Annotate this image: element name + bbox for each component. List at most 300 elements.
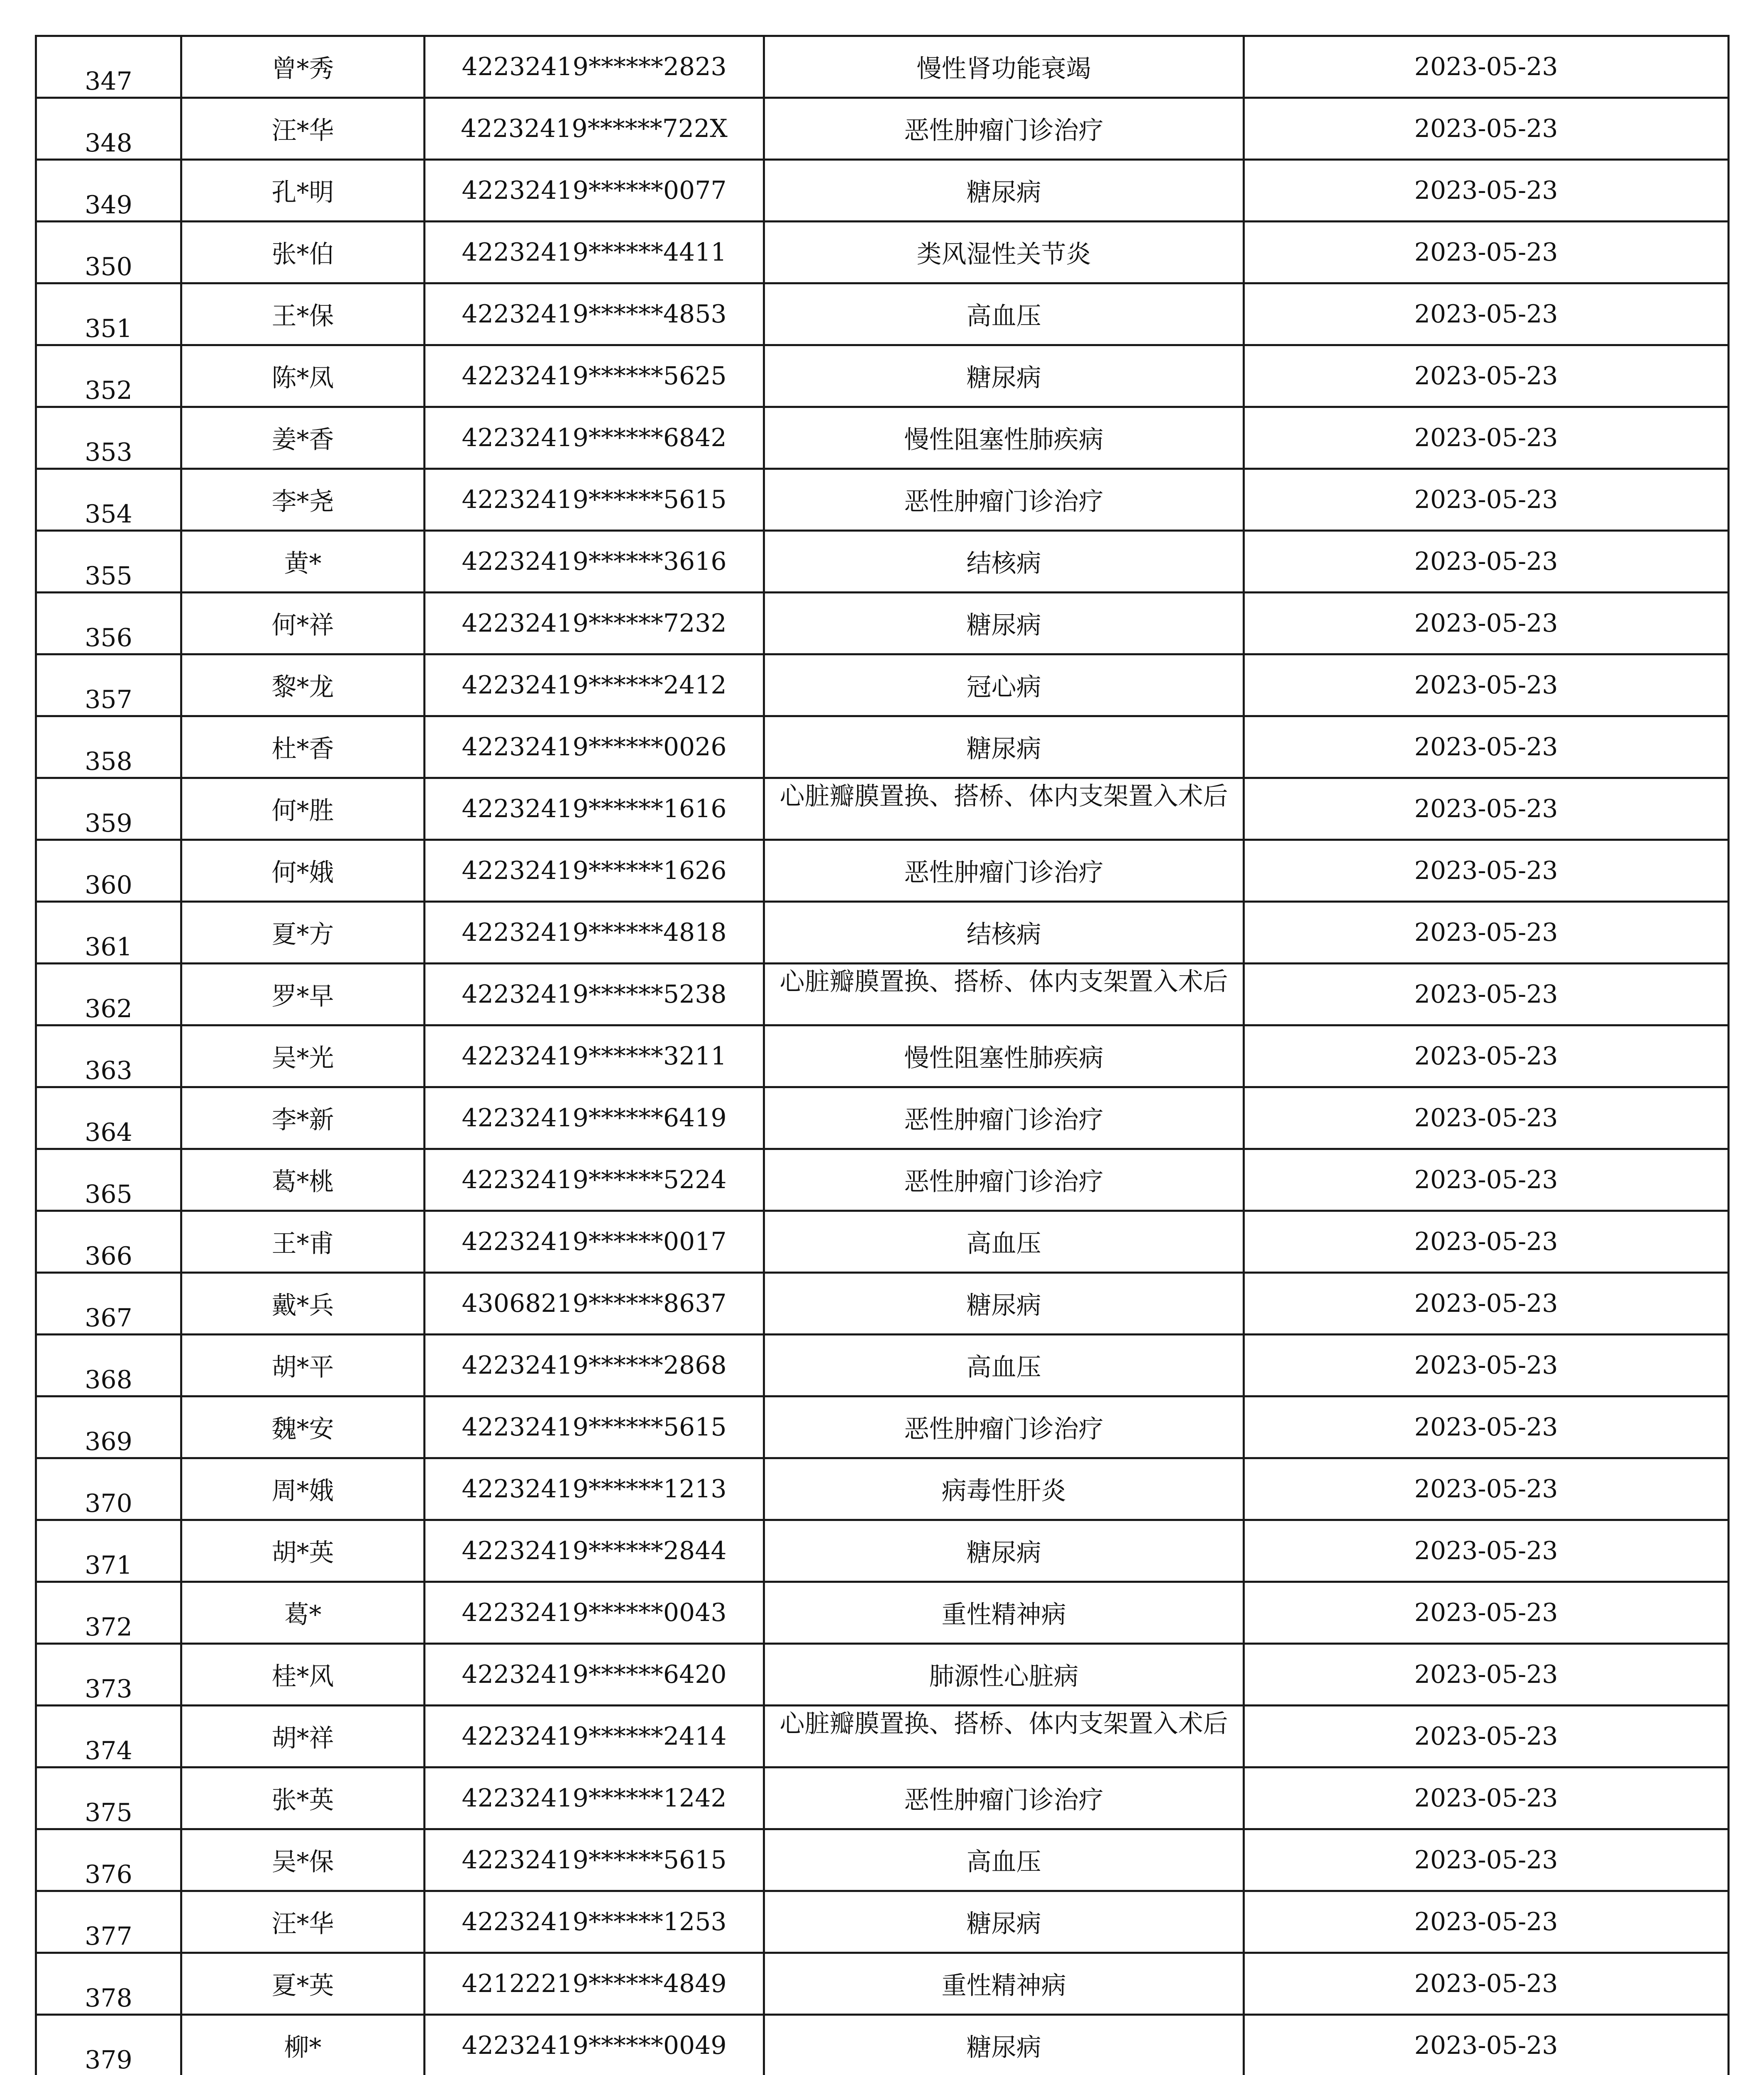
name-cell bbox=[181, 1149, 425, 1211]
name-text: 李*尧 bbox=[271, 487, 334, 516]
disease-text: 糖尿病 bbox=[966, 1538, 1041, 1567]
table-row bbox=[36, 469, 1729, 531]
disease-text: 慢性肾功能衰竭 bbox=[916, 54, 1091, 83]
name-cell bbox=[181, 1829, 425, 1891]
date-text: 2023-05-23 bbox=[1414, 1598, 1558, 1627]
id-number-cell bbox=[425, 716, 764, 778]
name-cell bbox=[181, 1953, 425, 2015]
id-number-cell bbox=[425, 840, 764, 902]
date-cell bbox=[1244, 1335, 1729, 1396]
id-number-cell bbox=[425, 1891, 764, 1953]
disease-cell bbox=[764, 1520, 1244, 1582]
date-text: 2023-05-23 bbox=[1414, 732, 1558, 762]
row-number-text: 362 bbox=[85, 994, 132, 1023]
date-text: 2023-05-23 bbox=[1414, 794, 1558, 823]
disease-text: 高血压 bbox=[966, 1848, 1041, 1877]
name-text: 罗*早 bbox=[271, 982, 334, 1011]
id-number-text: 42232419******5238 bbox=[462, 980, 727, 1009]
name-text: 黎*龙 bbox=[271, 673, 334, 702]
row-number-text: 375 bbox=[85, 1798, 132, 1827]
date-text: 2023-05-23 bbox=[1414, 1846, 1558, 1875]
date-cell bbox=[1244, 531, 1729, 593]
id-number-text: 42232419******0049 bbox=[462, 2031, 727, 2060]
disease-cell bbox=[764, 222, 1244, 283]
id-number-cell bbox=[425, 1582, 764, 1644]
date-cell bbox=[1244, 222, 1729, 283]
date-cell bbox=[1244, 36, 1729, 98]
date-cell bbox=[1244, 1706, 1729, 1767]
disease-cell bbox=[764, 36, 1244, 98]
name-text: 夏*方 bbox=[271, 920, 334, 949]
date-text: 2023-05-23 bbox=[1414, 1413, 1558, 1442]
disease-text: 高血压 bbox=[966, 1353, 1041, 1382]
table-row bbox=[36, 1087, 1729, 1149]
disease-cell bbox=[764, 98, 1244, 160]
name-text: 姜*香 bbox=[271, 425, 334, 454]
date-text: 2023-05-23 bbox=[1414, 2031, 1558, 2060]
date-text: 2023-05-23 bbox=[1414, 1042, 1558, 1071]
date-cell bbox=[1244, 2015, 1729, 2075]
id-number-text: 42232419******5625 bbox=[462, 361, 727, 391]
name-text: 葛* bbox=[284, 1600, 322, 1629]
date-cell bbox=[1244, 1520, 1729, 1582]
id-number-text: 42232419******6420 bbox=[462, 1660, 727, 1689]
disease-cell bbox=[764, 283, 1244, 345]
id-number-cell bbox=[425, 964, 764, 1025]
table-row bbox=[36, 1520, 1729, 1582]
id-number-text: 42122219******4849 bbox=[462, 1969, 727, 1998]
date-cell bbox=[1244, 840, 1729, 902]
name-cell bbox=[181, 1273, 425, 1335]
date-cell bbox=[1244, 407, 1729, 469]
row-number-cell bbox=[36, 1953, 181, 2015]
id-number-text: 42232419******722X bbox=[461, 114, 728, 143]
date-text: 2023-05-23 bbox=[1414, 114, 1558, 143]
disease-text: 糖尿病 bbox=[966, 364, 1041, 393]
date-cell bbox=[1244, 964, 1729, 1025]
name-cell bbox=[181, 1706, 425, 1767]
disease-cell bbox=[764, 1273, 1244, 1335]
id-number-cell bbox=[425, 902, 764, 964]
id-number-text: 42232419******2414 bbox=[462, 1722, 727, 1751]
name-text: 陈*凤 bbox=[271, 364, 334, 393]
table-row bbox=[36, 1335, 1729, 1396]
disease-text: 高血压 bbox=[966, 1229, 1041, 1258]
table-row bbox=[36, 1767, 1729, 1829]
table-row bbox=[36, 1891, 1729, 1953]
table-row bbox=[36, 840, 1729, 902]
row-number-cell bbox=[36, 1396, 181, 1458]
row-number-text: 357 bbox=[85, 685, 132, 714]
row-number-text: 370 bbox=[85, 1489, 132, 1518]
date-text: 2023-05-23 bbox=[1414, 361, 1558, 391]
id-number-text: 42232419******4411 bbox=[462, 238, 727, 267]
row-number-cell bbox=[36, 36, 181, 98]
date-text: 2023-05-23 bbox=[1414, 1227, 1558, 1256]
disease-cell bbox=[764, 1582, 1244, 1644]
date-text: 2023-05-23 bbox=[1414, 1165, 1558, 1194]
row-number-text: 372 bbox=[85, 1613, 132, 1642]
id-number-text: 42232419******4818 bbox=[462, 918, 727, 947]
name-text: 何*娥 bbox=[271, 858, 334, 887]
name-cell bbox=[181, 1025, 425, 1087]
name-cell bbox=[181, 1891, 425, 1953]
row-number-cell bbox=[36, 469, 181, 531]
name-cell bbox=[181, 1396, 425, 1458]
row-number-cell bbox=[36, 1149, 181, 1211]
id-number-text: 42232419******1616 bbox=[462, 794, 727, 823]
name-cell bbox=[181, 778, 425, 840]
disease-text: 心脏瓣膜置换、搭桥、体内支架置入术后 bbox=[779, 782, 1228, 811]
table-row bbox=[36, 1644, 1729, 1706]
row-number-text: 378 bbox=[85, 1984, 132, 2013]
row-number-text: 351 bbox=[85, 314, 132, 343]
disease-cell bbox=[764, 1767, 1244, 1829]
date-text: 2023-05-23 bbox=[1414, 52, 1558, 81]
id-number-text: 42232419******5615 bbox=[462, 1846, 727, 1875]
disease-cell bbox=[764, 1396, 1244, 1458]
row-number-text: 374 bbox=[85, 1736, 132, 1765]
disease-cell bbox=[764, 902, 1244, 964]
id-number-cell bbox=[425, 593, 764, 654]
name-text: 汪*华 bbox=[271, 1909, 334, 1938]
row-number-cell bbox=[36, 1891, 181, 1953]
name-cell bbox=[181, 1335, 425, 1396]
row-number-cell bbox=[36, 160, 181, 222]
name-cell bbox=[181, 2015, 425, 2075]
id-number-text: 42232419******2823 bbox=[462, 52, 727, 81]
table-row bbox=[36, 716, 1729, 778]
table-row bbox=[36, 2015, 1729, 2075]
id-number-cell bbox=[425, 778, 764, 840]
table-row bbox=[36, 1829, 1729, 1891]
name-cell bbox=[181, 222, 425, 283]
disease-cell bbox=[764, 1706, 1244, 1767]
row-number-cell bbox=[36, 654, 181, 716]
table-row bbox=[36, 1953, 1729, 2015]
table-row bbox=[36, 283, 1729, 345]
id-number-text: 42232419******6419 bbox=[462, 1103, 727, 1133]
row-number-cell bbox=[36, 345, 181, 407]
row-number-text: 369 bbox=[85, 1427, 132, 1456]
id-number-cell bbox=[425, 36, 764, 98]
disease-cell bbox=[764, 531, 1244, 593]
name-cell bbox=[181, 283, 425, 345]
disease-text: 恶性肿瘤门诊治疗 bbox=[904, 858, 1104, 887]
date-cell bbox=[1244, 593, 1729, 654]
disease-cell bbox=[764, 778, 1244, 840]
id-number-text: 42232419******6842 bbox=[462, 423, 727, 452]
name-text: 胡*祥 bbox=[271, 1724, 334, 1753]
date-cell bbox=[1244, 160, 1729, 222]
name-cell bbox=[181, 1520, 425, 1582]
name-text: 夏*英 bbox=[271, 1971, 334, 2000]
table-body bbox=[36, 36, 1729, 2075]
row-number-text: 368 bbox=[85, 1365, 132, 1394]
name-cell bbox=[181, 160, 425, 222]
date-text: 2023-05-23 bbox=[1414, 671, 1558, 700]
row-number-text: 355 bbox=[85, 561, 132, 591]
id-number-cell bbox=[425, 1149, 764, 1211]
name-text: 桂*风 bbox=[271, 1662, 334, 1691]
disease-cell bbox=[764, 2015, 1244, 2075]
date-text: 2023-05-23 bbox=[1414, 918, 1558, 947]
row-number-text: 353 bbox=[85, 438, 132, 467]
row-number-cell bbox=[36, 840, 181, 902]
table-row bbox=[36, 593, 1729, 654]
table-row bbox=[36, 1211, 1729, 1273]
name-cell bbox=[181, 716, 425, 778]
date-cell bbox=[1244, 1829, 1729, 1891]
name-text: 王*甫 bbox=[271, 1229, 334, 1258]
row-number-text: 349 bbox=[85, 190, 132, 220]
name-text: 黄* bbox=[284, 549, 322, 578]
date-text: 2023-05-23 bbox=[1414, 485, 1558, 514]
date-text: 2023-05-23 bbox=[1414, 1722, 1558, 1751]
date-text: 2023-05-23 bbox=[1414, 1784, 1558, 1813]
row-number-text: 364 bbox=[85, 1118, 132, 1147]
name-text: 魏*安 bbox=[271, 1415, 334, 1444]
row-number-cell bbox=[36, 1767, 181, 1829]
id-number-cell bbox=[425, 531, 764, 593]
date-text: 2023-05-23 bbox=[1414, 1907, 1558, 1936]
date-text: 2023-05-23 bbox=[1414, 423, 1558, 452]
id-number-cell bbox=[425, 1087, 764, 1149]
name-text: 胡*英 bbox=[271, 1538, 334, 1567]
disease-cell bbox=[764, 469, 1244, 531]
id-number-cell bbox=[425, 1953, 764, 2015]
row-number-cell bbox=[36, 716, 181, 778]
date-text: 2023-05-23 bbox=[1414, 1969, 1558, 1998]
row-number-text: 348 bbox=[85, 129, 132, 158]
name-text: 戴*兵 bbox=[271, 1291, 334, 1320]
document-page bbox=[35, 35, 1727, 2075]
row-number-text: 365 bbox=[85, 1180, 132, 1209]
row-number-cell bbox=[36, 222, 181, 283]
disease-cell bbox=[764, 1953, 1244, 2015]
id-number-cell bbox=[425, 1273, 764, 1335]
row-number-cell bbox=[36, 283, 181, 345]
name-cell bbox=[181, 98, 425, 160]
name-text: 王*保 bbox=[271, 302, 334, 331]
name-text: 张*英 bbox=[271, 1786, 334, 1815]
id-number-cell bbox=[425, 1644, 764, 1706]
date-cell bbox=[1244, 283, 1729, 345]
table-row bbox=[36, 1149, 1729, 1211]
row-number-cell bbox=[36, 1335, 181, 1396]
id-number-text: 42232419******0043 bbox=[462, 1598, 727, 1627]
date-cell bbox=[1244, 716, 1729, 778]
name-cell bbox=[181, 654, 425, 716]
row-number-cell bbox=[36, 1829, 181, 1891]
date-text: 2023-05-23 bbox=[1414, 1103, 1558, 1133]
row-number-cell bbox=[36, 902, 181, 964]
name-cell bbox=[181, 1644, 425, 1706]
row-number-text: 360 bbox=[85, 871, 132, 900]
row-number-cell bbox=[36, 1458, 181, 1520]
disease-text: 糖尿病 bbox=[966, 1291, 1041, 1320]
name-cell bbox=[181, 1211, 425, 1273]
name-text: 葛*桃 bbox=[271, 1167, 334, 1196]
date-cell bbox=[1244, 1644, 1729, 1706]
id-number-text: 42232419******2844 bbox=[462, 1536, 727, 1565]
disease-cell bbox=[764, 1087, 1244, 1149]
id-number-text: 42232419******0077 bbox=[462, 176, 727, 205]
disease-text: 冠心病 bbox=[966, 673, 1041, 702]
disease-cell bbox=[764, 1025, 1244, 1087]
date-cell bbox=[1244, 1396, 1729, 1458]
row-number-text: 354 bbox=[85, 500, 132, 529]
name-cell bbox=[181, 1582, 425, 1644]
name-cell bbox=[181, 840, 425, 902]
row-number-cell bbox=[36, 1025, 181, 1087]
table-row bbox=[36, 36, 1729, 98]
disease-cell bbox=[764, 1211, 1244, 1273]
id-number-text: 42232419******1626 bbox=[462, 856, 727, 885]
disease-cell bbox=[764, 1149, 1244, 1211]
table-row bbox=[36, 1273, 1729, 1335]
name-text: 周*娥 bbox=[271, 1477, 334, 1506]
row-number-text: 373 bbox=[85, 1675, 132, 1704]
name-cell bbox=[181, 531, 425, 593]
table-row bbox=[36, 531, 1729, 593]
name-text: 孔*明 bbox=[271, 178, 334, 207]
name-text: 胡*平 bbox=[271, 1353, 334, 1382]
date-text: 2023-05-23 bbox=[1414, 609, 1558, 638]
date-text: 2023-05-23 bbox=[1414, 856, 1558, 885]
name-text: 张*伯 bbox=[271, 240, 334, 269]
name-text: 杜*香 bbox=[271, 735, 334, 764]
row-number-text: 367 bbox=[85, 1304, 132, 1333]
table-row bbox=[36, 1025, 1729, 1087]
row-number-cell bbox=[36, 1211, 181, 1273]
name-cell bbox=[181, 593, 425, 654]
id-number-cell bbox=[425, 283, 764, 345]
disease-text: 重性精神病 bbox=[941, 1600, 1066, 1629]
row-number-text: 379 bbox=[85, 2046, 132, 2075]
date-cell bbox=[1244, 1149, 1729, 1211]
row-number-text: 352 bbox=[85, 376, 132, 405]
id-number-text: 42232419******7232 bbox=[462, 609, 727, 638]
table-row bbox=[36, 1582, 1729, 1644]
id-number-text: 42232419******1242 bbox=[462, 1784, 727, 1813]
row-number-text: 356 bbox=[85, 623, 132, 652]
date-text: 2023-05-23 bbox=[1414, 1660, 1558, 1689]
disease-cell bbox=[764, 593, 1244, 654]
row-number-cell bbox=[36, 531, 181, 593]
name-cell bbox=[181, 407, 425, 469]
disease-text: 肺源性心脏病 bbox=[929, 1662, 1079, 1691]
id-number-cell bbox=[425, 469, 764, 531]
id-number-cell bbox=[425, 1025, 764, 1087]
name-cell bbox=[181, 902, 425, 964]
name-text: 何*胜 bbox=[271, 796, 334, 825]
row-number-cell bbox=[36, 2015, 181, 2075]
date-cell bbox=[1244, 1582, 1729, 1644]
row-number-text: 377 bbox=[85, 1922, 132, 1951]
date-cell bbox=[1244, 1953, 1729, 2015]
disease-text: 心脏瓣膜置换、搭桥、体内支架置入术后 bbox=[779, 967, 1228, 996]
disease-text: 高血压 bbox=[966, 302, 1041, 331]
date-text: 2023-05-23 bbox=[1414, 1474, 1558, 1504]
id-number-text: 42232419******5615 bbox=[462, 485, 727, 514]
disease-cell bbox=[764, 1335, 1244, 1396]
disease-cell bbox=[764, 654, 1244, 716]
table-row bbox=[36, 407, 1729, 469]
disease-text: 糖尿病 bbox=[966, 1909, 1041, 1938]
disease-cell bbox=[764, 407, 1244, 469]
disease-cell bbox=[764, 1891, 1244, 1953]
row-number-cell bbox=[36, 593, 181, 654]
date-cell bbox=[1244, 1087, 1729, 1149]
id-number-cell bbox=[425, 1396, 764, 1458]
row-number-cell bbox=[36, 1706, 181, 1767]
date-text: 2023-05-23 bbox=[1414, 1351, 1558, 1380]
row-number-text: 361 bbox=[85, 933, 132, 962]
date-cell bbox=[1244, 1273, 1729, 1335]
disease-cell bbox=[764, 345, 1244, 407]
table-row bbox=[36, 98, 1729, 160]
disease-text: 结核病 bbox=[966, 920, 1041, 949]
id-number-text: 42232419******5615 bbox=[462, 1413, 727, 1442]
id-number-text: 43068219******8637 bbox=[462, 1289, 727, 1318]
disease-text: 恶性肿瘤门诊治疗 bbox=[904, 1786, 1104, 1815]
row-number-cell bbox=[36, 1273, 181, 1335]
id-number-text: 42232419******5224 bbox=[462, 1165, 727, 1194]
date-cell bbox=[1244, 1767, 1729, 1829]
row-number-text: 350 bbox=[85, 252, 132, 281]
date-text: 2023-05-23 bbox=[1414, 1289, 1558, 1318]
disease-text: 病毒性肝炎 bbox=[941, 1477, 1066, 1506]
id-number-cell bbox=[425, 1458, 764, 1520]
disease-text: 糖尿病 bbox=[966, 2033, 1041, 2062]
date-cell bbox=[1244, 1211, 1729, 1273]
date-cell bbox=[1244, 1458, 1729, 1520]
id-number-cell bbox=[425, 1211, 764, 1273]
disease-text: 恶性肿瘤门诊治疗 bbox=[904, 487, 1104, 516]
row-number-cell bbox=[36, 964, 181, 1025]
date-text: 2023-05-23 bbox=[1414, 1536, 1558, 1565]
disease-text: 结核病 bbox=[966, 549, 1041, 578]
id-number-cell bbox=[425, 1335, 764, 1396]
id-number-cell bbox=[425, 160, 764, 222]
name-cell bbox=[181, 36, 425, 98]
disease-text: 恶性肿瘤门诊治疗 bbox=[904, 116, 1104, 145]
name-text: 汪*华 bbox=[271, 116, 334, 145]
id-number-cell bbox=[425, 345, 764, 407]
id-number-text: 42232419******2412 bbox=[462, 671, 727, 700]
id-number-cell bbox=[425, 1706, 764, 1767]
id-number-text: 42232419******0017 bbox=[462, 1227, 727, 1256]
row-number-text: 347 bbox=[85, 67, 132, 96]
row-number-cell bbox=[36, 407, 181, 469]
date-cell bbox=[1244, 1025, 1729, 1087]
name-cell bbox=[181, 964, 425, 1025]
name-cell bbox=[181, 1087, 425, 1149]
date-cell bbox=[1244, 345, 1729, 407]
name-text: 吴*光 bbox=[271, 1044, 334, 1073]
disease-text: 糖尿病 bbox=[966, 178, 1041, 207]
disease-text: 糖尿病 bbox=[966, 735, 1041, 764]
table-row bbox=[36, 964, 1729, 1025]
name-text: 何*祥 bbox=[271, 611, 334, 640]
row-number-cell bbox=[36, 1644, 181, 1706]
date-text: 2023-05-23 bbox=[1414, 980, 1558, 1009]
date-cell bbox=[1244, 778, 1729, 840]
id-number-cell bbox=[425, 222, 764, 283]
id-number-text: 42232419******0026 bbox=[462, 732, 727, 762]
disease-text: 慢性阻塞性肺疾病 bbox=[904, 1044, 1104, 1073]
